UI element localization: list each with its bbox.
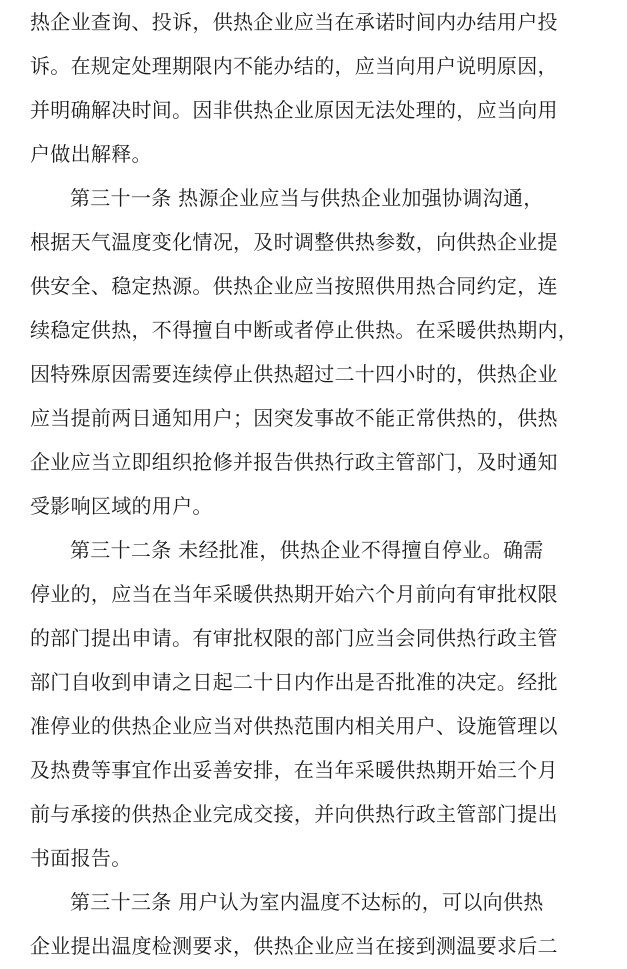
text-line: 企业应当立即组织抢修并报告供热行政主管部门，及时通知	[30, 450, 558, 474]
text-line: 应当提前两日通知用户；因突发事故不能正常供热的，供热	[30, 406, 558, 430]
article-31-heading-line: 第三十一条 热源企业应当与供热企业加强协调沟通，	[70, 186, 544, 210]
text-line: 续稳定供热，不得擅自中断或者停止供热。在采暖供热期内，	[30, 318, 579, 342]
text-line: 的部门提出申请。有审批权限的部门应当会同供热行政主管	[30, 626, 558, 650]
text-line: 热企业查询、投诉，供热企业应当在承诺时间内办结用户投	[30, 10, 558, 34]
text-line: 并明确解决时间。因非供热企业原因无法处理的，应当向用	[30, 98, 558, 122]
text-line: 根据天气温度变化情况，及时调整供热参数，向供热企业提	[30, 230, 558, 254]
text-line: 准停业的供热企业应当对供热范围内相关用户、设施管理以	[30, 714, 558, 738]
text-line: 因特殊原因需要连续停止供热超过二十四小时的，供热企业	[30, 362, 558, 386]
text-line: 前与承接的供热企业完成交接，并向供热行政主管部门提出	[30, 802, 558, 826]
text-line: 受影响区域的用户。	[30, 494, 213, 518]
text-line: 书面报告。	[30, 846, 132, 870]
article-32-heading-line: 第三十二条 未经批准，供热企业不得擅自停业。确需	[70, 538, 544, 562]
text-line: 户做出解释。	[30, 142, 152, 166]
text-line: 停业的，应当在当年采暖供热期开始六个月前向有审批权限	[30, 582, 558, 606]
article-33-heading-line: 第三十三条 用户认为室内温度不达标的，可以向供热	[70, 890, 544, 914]
text-line: 部门自收到申请之日起二十日内作出是否批准的决定。经批	[30, 670, 558, 694]
text-line: 企业提出温度检测要求，供热企业应当在接到测温要求后二	[30, 934, 558, 958]
text-line: 及热费等事宜作出妥善安排，在当年采暖供热期开始三个月	[30, 758, 558, 782]
text-line: 供安全、稳定热源。供热企业应当按照供用热合同约定，连	[30, 274, 558, 298]
text-line: 诉。在规定处理期限内不能办结的，应当向用户说明原因，	[30, 54, 558, 78]
